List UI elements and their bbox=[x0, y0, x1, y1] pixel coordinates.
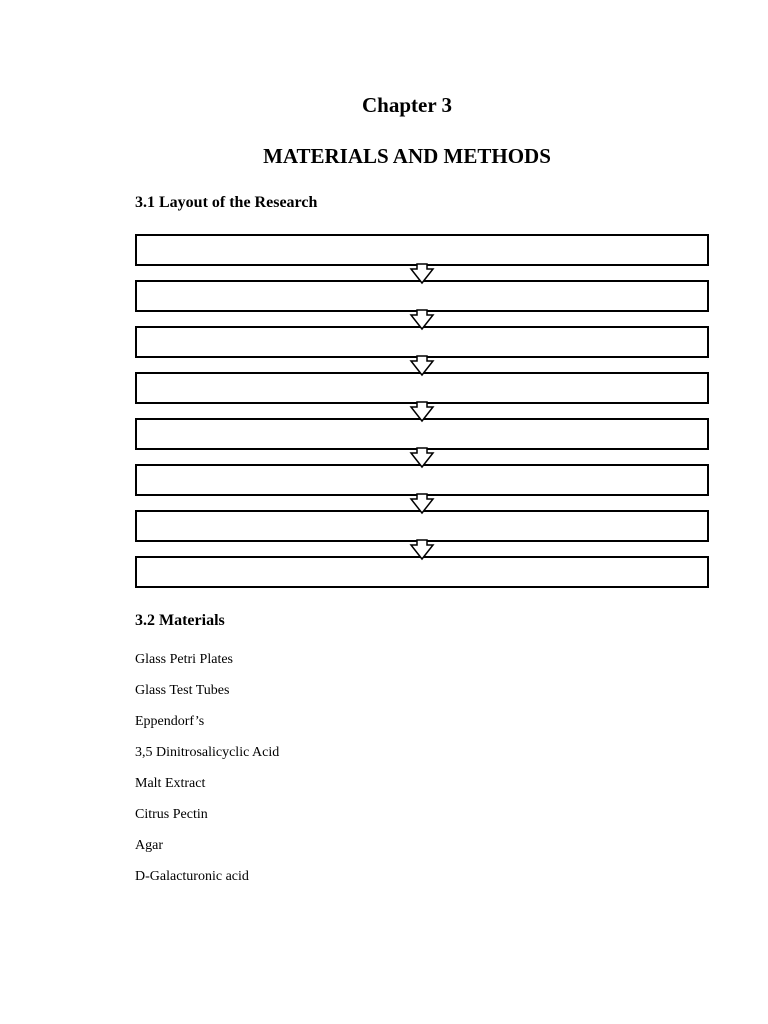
flowchart-down-arrow bbox=[411, 402, 433, 421]
flowchart-step-box bbox=[136, 373, 708, 403]
flowchart-down-arrow bbox=[411, 540, 433, 559]
section-heading-layout: 3.1 Layout of the Research bbox=[135, 194, 318, 211]
flowchart-step-box bbox=[136, 281, 708, 311]
material-list-item: Malt Extract bbox=[135, 776, 206, 791]
chapter-title: Chapter 3 bbox=[361, 93, 453, 117]
material-list-item: Citrus Pectin bbox=[135, 807, 208, 822]
materials-list bbox=[135, 651, 279, 899]
material-list-item: Glass Test Tubes bbox=[135, 683, 230, 698]
flowchart-step-box bbox=[136, 419, 708, 449]
flowchart-step-box bbox=[136, 235, 708, 265]
flowchart-step-box bbox=[136, 465, 708, 495]
flowchart-step-box bbox=[136, 557, 708, 587]
material-list-item: 3,5 Dinitrosalicyclic Acid bbox=[135, 745, 280, 760]
flowchart-down-arrow bbox=[411, 494, 433, 513]
material-list-item: Agar bbox=[135, 838, 163, 853]
flowchart-step-box bbox=[136, 327, 708, 357]
flowchart-down-arrow bbox=[411, 310, 433, 329]
material-list-item: Glass Petri Plates bbox=[135, 652, 233, 667]
section-heading-materials: 3.2 Materials bbox=[135, 612, 225, 629]
flowchart-down-arrow bbox=[411, 356, 433, 375]
flowchart-down-arrow bbox=[411, 264, 433, 283]
material-list-item: D-Galacturonic acid bbox=[135, 869, 249, 884]
material-list-item: Eppendorf’s bbox=[135, 714, 205, 729]
flowchart-step-box bbox=[136, 511, 708, 541]
page-title: MATERIALS AND METHODS bbox=[263, 144, 551, 168]
flowchart-down-arrow bbox=[411, 448, 433, 467]
